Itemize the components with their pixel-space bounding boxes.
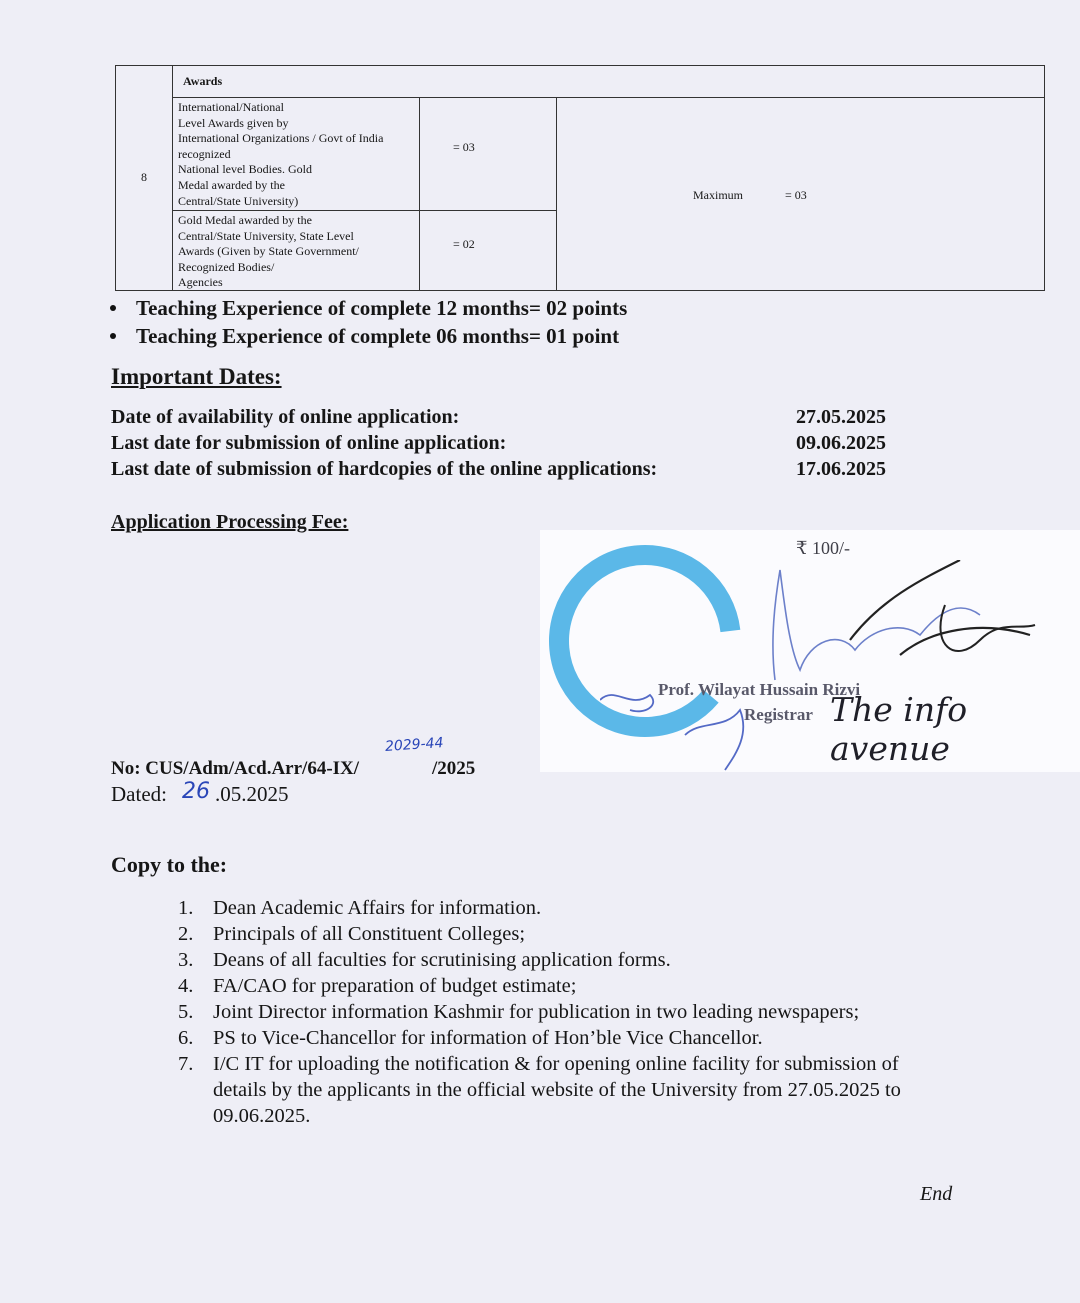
date-label: Last date of submission of hardcopies of the online applications: xyxy=(111,458,658,480)
reference-number: No: CUS/Adm/Acd.Arr/64-IX/ xyxy=(111,758,360,779)
desc-line: Level Awards given by xyxy=(178,115,289,130)
item-number: 3. xyxy=(178,949,194,971)
registrar-name: Prof. Wilayat Hussain Rizvi xyxy=(658,680,861,699)
date-value: 17.06.2025 xyxy=(796,458,886,480)
teaching-experience-list xyxy=(110,294,627,350)
desc-line: National level Bodies. Gold xyxy=(178,162,312,177)
item-text xyxy=(213,1051,901,1129)
award-row-1-points-cell xyxy=(419,97,557,211)
item-text: Principals of all Constituent Colleges; xyxy=(213,923,526,945)
desc-line: Gold Medal awarded by the xyxy=(178,213,312,227)
list-item xyxy=(178,947,1008,973)
item-number: 5. xyxy=(178,1001,194,1023)
item-text: Deans of all faculties for scrutinising application forms. xyxy=(213,949,671,971)
list-item xyxy=(110,294,627,322)
award-row-2-text xyxy=(173,211,419,293)
maximum-label: Maximum xyxy=(693,188,743,202)
list-item xyxy=(178,921,1008,947)
item-number: 4. xyxy=(178,975,194,997)
desc-line: Agencies xyxy=(178,275,223,290)
item-number: 6. xyxy=(178,1027,194,1049)
list-item-text: Teaching Experience of complete 12 months= 02 points xyxy=(136,296,628,320)
item-number: 7. xyxy=(178,1053,194,1075)
fee-amount: ₹ 100/- xyxy=(796,538,850,558)
awards-header-cell xyxy=(172,65,1045,98)
award-row-1-points: = 03 xyxy=(453,140,475,154)
item-text: FA/CAO for preparation of budget estimate; xyxy=(213,975,577,997)
copy-to-list xyxy=(178,895,1008,1129)
desc-line: International Organizations / Govt of India xyxy=(178,131,384,146)
award-row-2-description xyxy=(172,210,420,291)
handwritten-dispatch-number: 2029-44 xyxy=(384,734,444,756)
fee-heading: Application Processing Fee: xyxy=(111,511,349,533)
list-item xyxy=(178,999,1008,1025)
desc-line: Recognized Bodies/ xyxy=(178,259,275,274)
list-item xyxy=(178,1025,1008,1051)
date-value: 27.05.2025 xyxy=(796,406,886,428)
bullet-icon xyxy=(110,333,116,339)
award-row-1-text xyxy=(173,98,419,211)
item-number: 1. xyxy=(178,897,194,919)
awards-header: Awards xyxy=(183,74,223,88)
item-text: PS to Vice-Chancellor for information of Hon’ble Vice Chancellor. xyxy=(213,1027,763,1049)
list-item xyxy=(178,1051,1008,1129)
copy-to-heading: Copy to the: xyxy=(111,852,228,877)
registrar-title: Registrar xyxy=(744,705,813,724)
important-dates-heading: Important Dates: xyxy=(111,364,282,389)
dated-month-year: .05.2025 xyxy=(215,782,289,806)
award-row-1-description xyxy=(172,97,420,211)
desc-line: Medal awarded by the xyxy=(178,177,285,192)
desc-line: recognized xyxy=(178,146,231,161)
date-label: Date of availability of online application: xyxy=(111,406,460,428)
watermark-text: The info avenue xyxy=(830,690,968,768)
desc-line: Awards (Given by State Government/ xyxy=(178,244,359,259)
awards-table xyxy=(115,65,1045,291)
date-value: 09.06.2025 xyxy=(796,432,886,454)
maximum-cell xyxy=(556,97,1045,291)
serial-cell xyxy=(115,65,173,291)
dated-label: Dated: xyxy=(111,782,167,806)
item-text-line: I/C IT for uploading the notification & for opening online facility for submission of xyxy=(213,1053,899,1075)
bullet-icon xyxy=(110,305,116,311)
desc-line: Central/State University) xyxy=(178,193,299,208)
item-text: Dean Academic Affairs for information. xyxy=(213,897,542,919)
item-text-line: details by the applicants in the official website of the University from 27.05.2025 to xyxy=(213,1079,901,1101)
serial-number: 8 xyxy=(141,170,147,184)
item-text: Joint Director information Kashmir for publication in two leading newspapers; xyxy=(213,1001,860,1023)
dated-day: 26 xyxy=(182,779,210,804)
end-marker: End xyxy=(920,1183,953,1205)
item-text-line: 09.06.2025. xyxy=(213,1105,311,1127)
list-item-text: Teaching Experience of complete 06 months= 01 point xyxy=(136,324,620,348)
list-item xyxy=(178,895,1008,921)
date-label: Last date for submission of online application: xyxy=(111,432,507,454)
award-row-2-points: = 02 xyxy=(453,237,475,251)
award-row-2-points-cell xyxy=(419,210,557,291)
item-number: 2. xyxy=(178,923,194,945)
desc-line: Central/State University, State Level xyxy=(178,228,354,243)
desc-line: International/National xyxy=(178,100,284,114)
reference-year: /2025 xyxy=(432,758,476,779)
maximum-value: = 03 xyxy=(785,188,807,202)
list-item xyxy=(178,973,1008,999)
list-item xyxy=(110,322,627,350)
